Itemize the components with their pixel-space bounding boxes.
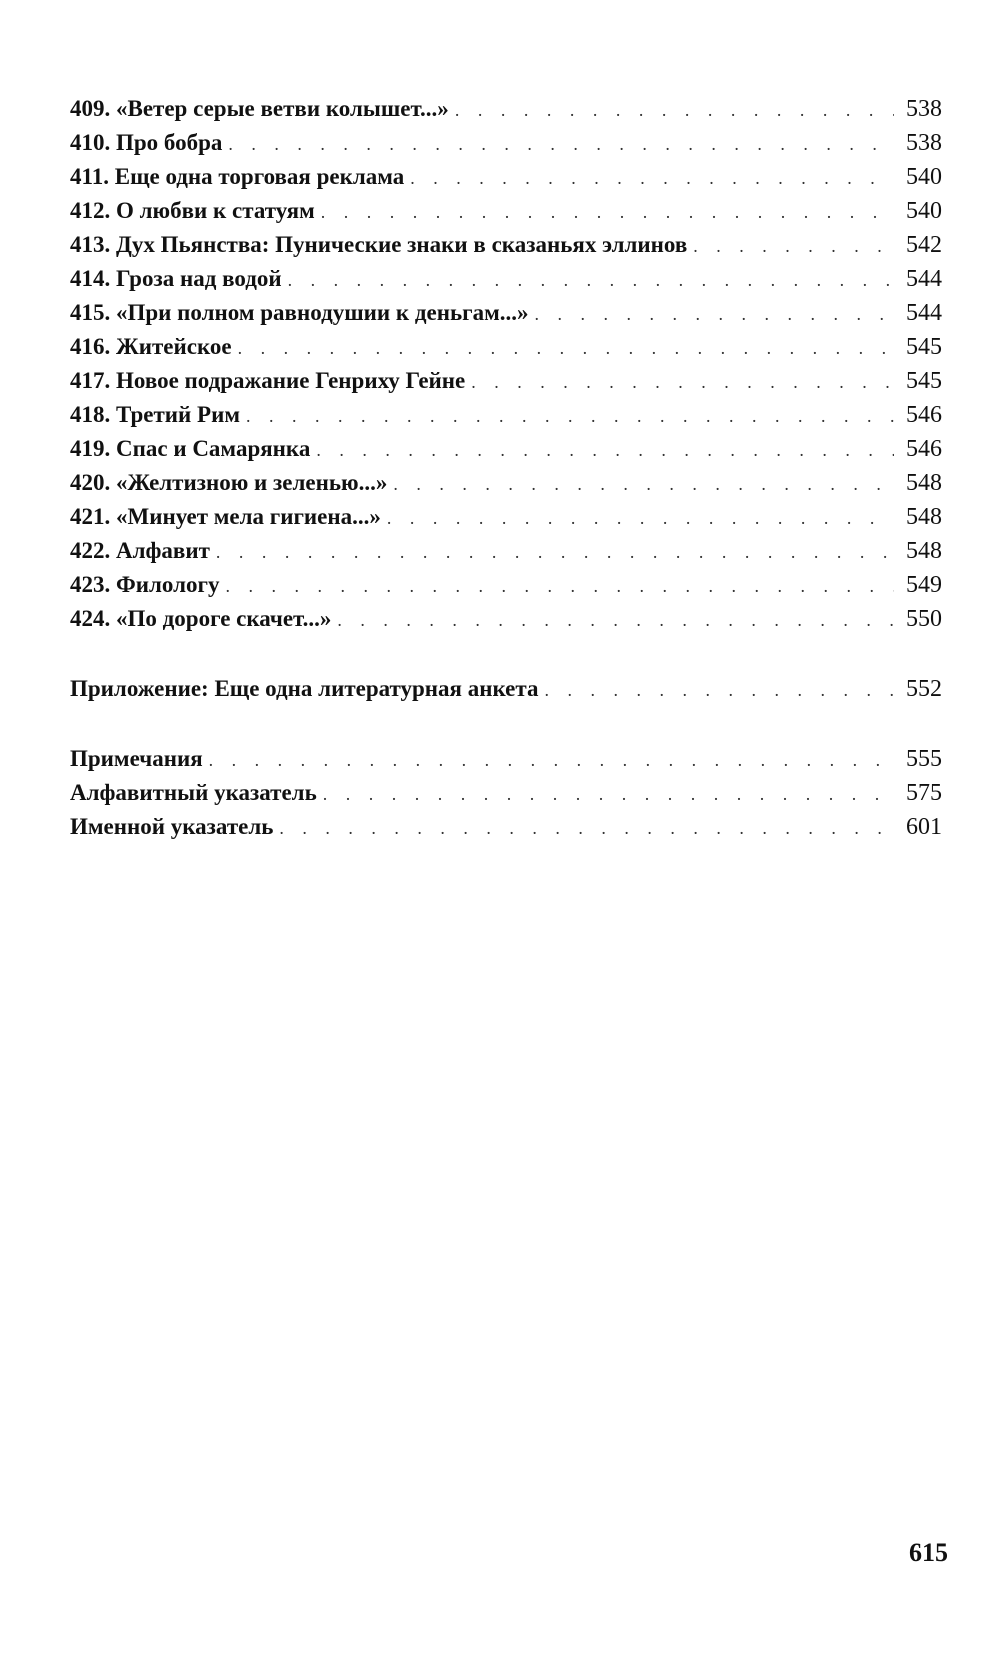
toc-entry-appendix bbox=[70, 672, 942, 706]
dot-leader bbox=[238, 331, 894, 365]
dot-leader bbox=[393, 467, 894, 501]
dot-leader bbox=[323, 777, 894, 811]
toc-entry-title: 412. О любви к статуям bbox=[70, 198, 315, 223]
dot-leader bbox=[216, 535, 894, 569]
toc-entry-page: 538 bbox=[906, 130, 942, 156]
toc-entry-page: 548 bbox=[906, 470, 942, 496]
toc-entry bbox=[70, 126, 942, 160]
dot-leader bbox=[471, 365, 894, 399]
toc-entry-title: Примечания bbox=[70, 746, 203, 771]
dot-leader bbox=[316, 433, 894, 467]
toc-entry-page: 601 bbox=[906, 814, 942, 840]
toc-entry-title: 420. «Желтизною и зеленью...» bbox=[70, 470, 388, 495]
toc-entry bbox=[70, 568, 942, 602]
toc-entry-title: 410. Про бобра bbox=[70, 130, 223, 155]
toc-entry bbox=[70, 262, 942, 296]
toc-entry bbox=[70, 228, 942, 262]
toc-entry-page: 545 bbox=[906, 334, 942, 360]
toc-entry-title: 421. «Минует мела гигиена...» bbox=[70, 504, 381, 529]
dot-leader bbox=[288, 263, 894, 297]
toc-entry bbox=[70, 364, 942, 398]
toc-entry bbox=[70, 330, 942, 364]
toc-entry-title: 416. Житейское bbox=[70, 334, 232, 359]
dot-leader bbox=[246, 399, 894, 433]
toc-entry-title: Алфавитный указатель bbox=[70, 780, 317, 805]
toc-entry-title: 417. Новое подражание Генриху Гейне bbox=[70, 368, 466, 393]
toc-entry bbox=[70, 398, 942, 432]
table-of-contents bbox=[70, 92, 942, 844]
toc-entry-title: 413. Дух Пьянства: Пунические знаки в сказаньях эллинов bbox=[70, 232, 688, 257]
dot-leader bbox=[535, 297, 895, 331]
toc-entry-title: 424. «По дороге скачет...» bbox=[70, 606, 332, 631]
toc-entry-title: 419. Спас и Самарянка bbox=[70, 436, 311, 461]
dot-leader bbox=[544, 673, 894, 707]
toc-entry bbox=[70, 160, 942, 194]
toc-entry bbox=[70, 602, 942, 636]
toc-entry bbox=[70, 534, 942, 568]
toc-entry-title: 409. «Ветер серые ветви колышет...» bbox=[70, 96, 449, 121]
page-number: 615 bbox=[909, 1538, 948, 1567]
toc-entry-page: 555 bbox=[906, 746, 942, 772]
section-gap bbox=[70, 706, 942, 742]
toc-entry-notes bbox=[70, 742, 942, 776]
toc-entry-page: 540 bbox=[906, 164, 942, 190]
toc-entry-page: 545 bbox=[906, 368, 942, 394]
toc-entry-title: Именной указатель bbox=[70, 814, 274, 839]
toc-entry-page: 549 bbox=[906, 572, 942, 598]
section-gap bbox=[70, 636, 942, 672]
toc-entry-page: 575 bbox=[906, 780, 942, 806]
toc-entry bbox=[70, 466, 942, 500]
toc-entry bbox=[70, 296, 942, 330]
dot-leader bbox=[693, 229, 894, 263]
toc-entry-page: 552 bbox=[906, 676, 942, 702]
toc-entry-title: 414. Гроза над водой bbox=[70, 266, 282, 291]
dot-leader bbox=[321, 195, 894, 229]
dot-leader bbox=[209, 743, 894, 777]
toc-entry-page: 544 bbox=[906, 266, 942, 292]
dot-leader bbox=[279, 811, 894, 845]
toc-entry-page: 548 bbox=[906, 538, 942, 564]
dot-leader bbox=[410, 161, 894, 195]
toc-entry-page: 544 bbox=[906, 300, 942, 326]
toc-entry-name-index bbox=[70, 810, 942, 844]
dot-leader bbox=[228, 127, 894, 161]
toc-entry bbox=[70, 194, 942, 228]
toc-entry-page: 538 bbox=[906, 96, 942, 122]
dot-leader bbox=[337, 603, 894, 637]
toc-entry-page: 550 bbox=[906, 606, 942, 632]
toc-entry-title: Приложение: Еще одна литературная анкета bbox=[70, 676, 539, 701]
toc-entry bbox=[70, 432, 942, 466]
dot-leader bbox=[225, 569, 894, 603]
toc-entry bbox=[70, 92, 942, 126]
dot-leader bbox=[455, 93, 894, 127]
toc-entry-title: 422. Алфавит bbox=[70, 538, 210, 563]
toc-entry-page: 548 bbox=[906, 504, 942, 530]
toc-entry-page: 546 bbox=[906, 402, 942, 428]
toc-entry-alphabetical-index bbox=[70, 776, 942, 810]
toc-entry-title: 411. Еще одна торговая реклама bbox=[70, 164, 405, 189]
toc-entry-title: 415. «При полном равнодушии к деньгам...» bbox=[70, 300, 529, 325]
toc-entry bbox=[70, 500, 942, 534]
toc-entry-title: 418. Третий Рим bbox=[70, 402, 240, 427]
toc-entry-title: 423. Филологу bbox=[70, 572, 220, 597]
toc-entry-page: 540 bbox=[906, 198, 942, 224]
toc-entry-page: 546 bbox=[906, 436, 942, 462]
dot-leader bbox=[387, 501, 894, 535]
toc-entry-page: 542 bbox=[906, 232, 942, 258]
